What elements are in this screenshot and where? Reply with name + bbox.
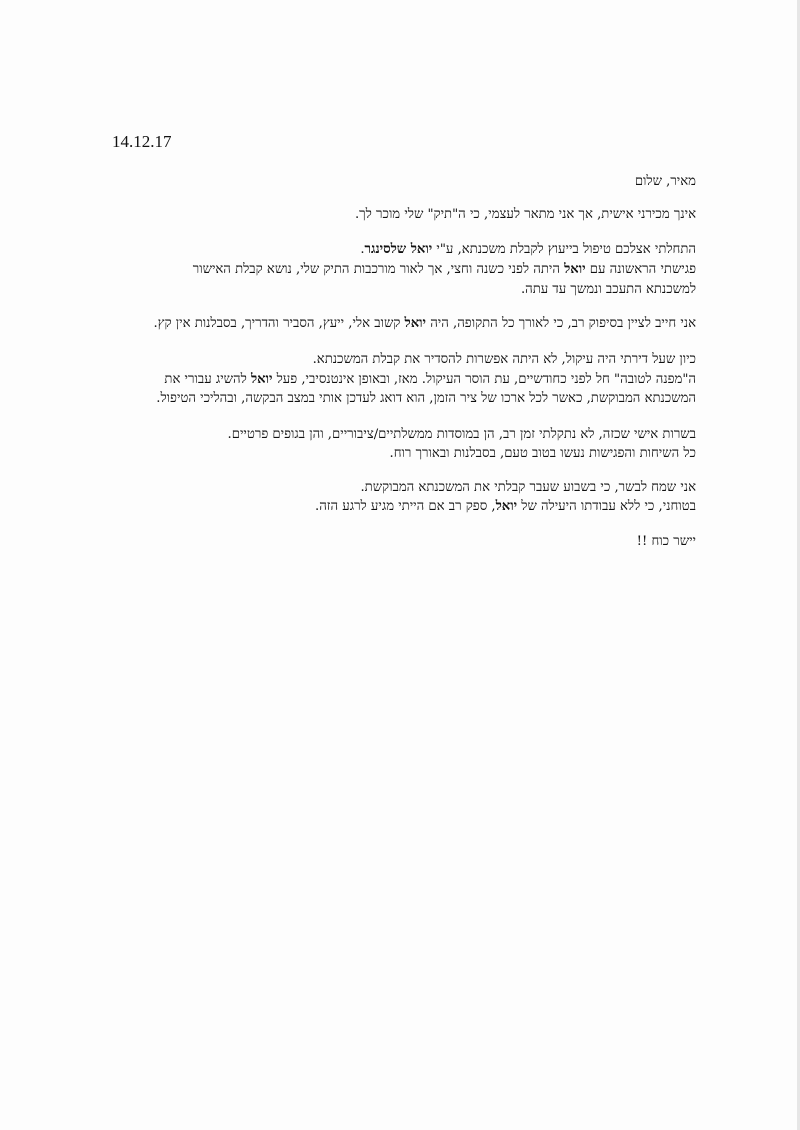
paragraph-6-line-2	[96, 497, 696, 517]
text-segment: להשיג עבורי את	[164, 372, 251, 387]
text-segment: קשוב אלי, ייעץ, הסביר והדריך, בסבלנות אין קץ.	[153, 316, 405, 331]
paragraph-3-line-1	[96, 314, 696, 334]
text-segment: .	[360, 242, 365, 257]
paragraph-5-line-1: בשרות אישי שכזה, לא נתקלתי זמן רב, הן במוסדות ממשלתיים/ציבוריים, והן בגופים פרטיים.	[227, 427, 696, 442]
advisor-name-bold: יואל	[564, 262, 586, 277]
closing-line: יישר כוח !!	[636, 534, 696, 549]
text-segment: פגישתי הראשונה עם	[585, 262, 696, 277]
text-segment: בטוחני, כי ללא עבודתו היעילה של	[517, 499, 696, 514]
text-segment: היתה לפני כשנה וחצי, אך לאור מורכבות התיק שלי, נושא קבלת האישור	[192, 262, 565, 277]
text-segment: , ספק רב אם הייתי מגיע לרגע הזה.	[315, 499, 496, 514]
text-segment: ה"מפנה לטובה" חל לפני כחודשיים, עת הוסר העיקול. מאז, ובאופן אינטנסיבי, פעל	[272, 372, 696, 387]
paragraph-4-line-2	[96, 370, 696, 390]
advisor-name-bold: יואל	[250, 372, 273, 387]
paragraph-4-line-1: כיון שעל דירתי היה עיקול, לא היתה אפשרות להסדיר את קבלת המשכנתא.	[312, 352, 696, 367]
advisor-name-bold: יואל	[495, 499, 518, 514]
paragraph-6-line-1: אני שמח לבשר, כי בשבוע שעבר קבלתי את המשכנתא המבוקשת.	[360, 480, 696, 495]
paragraph-2-line-2	[96, 260, 696, 280]
advisor-name-bold: יואל שלסינגר	[364, 242, 433, 257]
paragraph-5-line-2: כל השיחות והפגישות נעשו בטוב טעם, בסבלנות ובאורך רוח.	[389, 446, 696, 461]
advisor-name-bold: יואל	[404, 316, 426, 331]
paragraph-2-line-3: למשכנתא התעכב ונמשך עד עתה.	[520, 282, 696, 297]
paragraph-2-line-1	[96, 240, 696, 260]
text-segment: התחלתי אצלכם טיפול בייעוץ לקבלת משכנתא, ע"י	[432, 242, 696, 257]
paragraph-1-line-1: אינך מכירני אישית, אך אני מתאר לעצמי, כי ה"תיק" שלי מוכר לך.	[354, 207, 696, 222]
greeting: מאיר, שלום	[634, 174, 696, 189]
paragraph-4-line-3: המשכנתא המבוקשת, כאשר לכל ארכו של ציר הזמן, הוא דואג לעדכן אותי במצב הבקשה, ובהליכי הטיפול.	[156, 391, 696, 406]
letter-date: 14.12.17	[112, 132, 172, 151]
text-segment: אני חייב לציין בסיפוק רב, כי לאורך כל התקופה, היה	[426, 316, 696, 331]
